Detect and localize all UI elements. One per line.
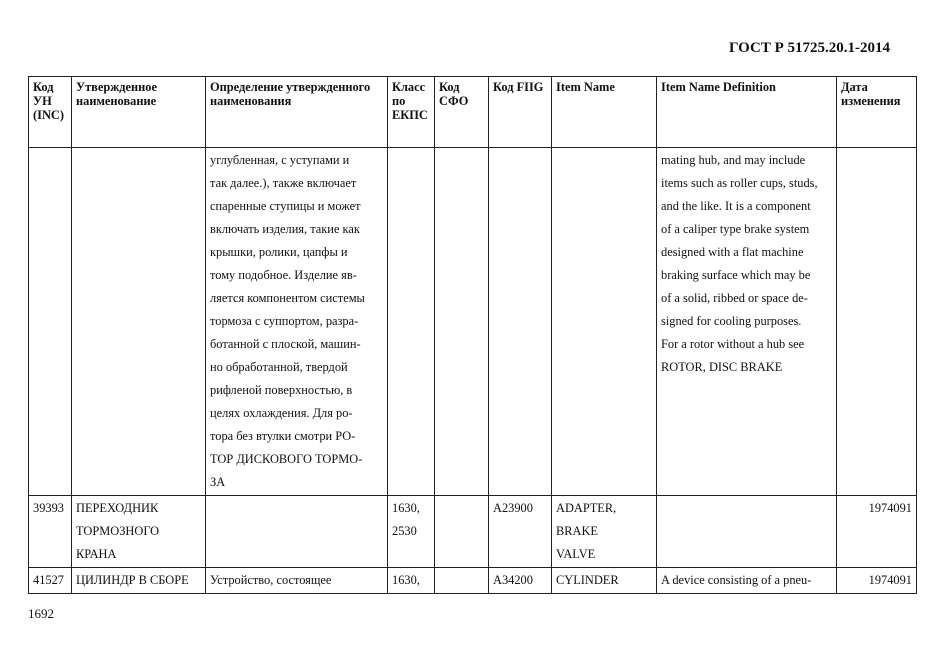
header-definition: Определение утвержденного наименования <box>206 77 388 148</box>
definition-line: спаренные ступицы и может <box>210 199 361 213</box>
header-sfo: Код СФО <box>435 77 489 148</box>
table-row <box>29 568 917 594</box>
header-fiig: Код FIIG <box>489 77 552 148</box>
item-name-line: BRAKE <box>556 524 598 538</box>
cell-class <box>388 148 435 496</box>
definition-line: углубленная, с уступами и <box>210 153 350 167</box>
definition-line: целях охлаждения. Для ро- <box>210 406 353 420</box>
cell-item-definition <box>657 148 837 496</box>
item-definition-line: of a solid, ribbed or space de- <box>661 291 808 305</box>
table-row <box>29 496 917 568</box>
cell-fiig: A34200 <box>489 568 552 594</box>
cell-sfo <box>435 496 489 568</box>
cell-item-name <box>552 496 657 568</box>
cell-sfo <box>435 568 489 594</box>
definition-line: включать изделия, такие как <box>210 222 360 236</box>
cell-item-definition: A device consisting of a pneu- <box>657 568 837 594</box>
cell-definition: Устройство, состоящее <box>206 568 388 594</box>
table-header-row <box>29 77 917 148</box>
item-name-line: CYLINDER <box>556 573 619 587</box>
item-definition-line: signed for cooling purposes. <box>661 314 802 328</box>
cell-inc: 39393 <box>29 496 72 568</box>
cell-date: 1974091 <box>837 496 917 568</box>
item-definition-line: ROTOR, DISC BRAKE <box>661 360 783 374</box>
table-row <box>29 148 917 496</box>
definition-line: тормоза с суппортом, разра- <box>210 314 359 328</box>
nomenclature-table <box>28 76 917 594</box>
cell-class <box>388 568 435 594</box>
header-inc: Код УН (INC) <box>29 77 72 148</box>
page-number: 1692 <box>28 606 54 621</box>
cell-date <box>837 148 917 496</box>
item-name-line: ADAPTER, <box>556 501 617 515</box>
cell-definition <box>206 496 388 568</box>
cell-fiig: A23900 <box>489 496 552 568</box>
header-class: Класс по ЕКПС <box>388 77 435 148</box>
approved-name-line: ЦИЛИНДР В СБОРЕ <box>76 573 189 587</box>
item-definition-line: For a rotor without a hub see <box>661 337 805 351</box>
cell-approved-name <box>72 148 206 496</box>
definition-line: тому подобное. Изделие яв- <box>210 268 357 282</box>
header-item-name: Item Name <box>552 77 657 148</box>
cell-approved-name <box>72 568 206 594</box>
cell-definition <box>206 148 388 496</box>
definition-line: ботанной с плоской, машин- <box>210 337 361 351</box>
cell-date: 1974091 <box>837 568 917 594</box>
definition-line: ляется компонентом системы <box>210 291 365 305</box>
definition-line: рифленой поверхностью, в <box>210 383 353 397</box>
header-item-definition: Item Name Definition <box>657 77 837 148</box>
cell-item-name <box>552 148 657 496</box>
cell-approved-name <box>72 496 206 568</box>
cell-item-name <box>552 568 657 594</box>
item-definition-line: of a caliper type brake system <box>661 222 810 236</box>
definition-line: тора без втулки смотри РО- <box>210 429 356 443</box>
approved-name-line: ТОРМОЗНОГО <box>76 524 160 538</box>
header-date: Дата изменения <box>837 77 917 148</box>
definition-line: крышки, ролики, цапфы и <box>210 245 348 259</box>
definition-line: но обработанной, твердой <box>210 360 348 374</box>
item-name-line: VALVE <box>556 547 596 561</box>
cell-inc: 41527 <box>29 568 72 594</box>
cell-sfo <box>435 148 489 496</box>
item-definition-line: and the like. It is a component <box>661 199 811 213</box>
definition-line: так далее.), также включает <box>210 176 357 190</box>
class-line: 1630, <box>392 501 420 515</box>
item-definition-line: mating hub, and may include <box>661 153 806 167</box>
class-line: 2530 <box>392 524 417 538</box>
class-line: 1630, <box>392 573 420 587</box>
item-definition-line: designed with a flat machine <box>661 245 804 259</box>
approved-name-line: КРАНА <box>76 547 117 561</box>
cell-fiig <box>489 148 552 496</box>
definition-line: ТОР ДИСКОВОГО ТОРМО- <box>210 452 363 466</box>
cell-class <box>388 496 435 568</box>
definition-line: ЗА <box>210 475 226 489</box>
approved-name-line: ПЕРЕХОДНИК <box>76 501 159 515</box>
header-approved-name: Утвержденное наименование <box>72 77 206 148</box>
cell-item-definition <box>657 496 837 568</box>
document-standard-code: ГОСТ Р 51725.20.1-2014 <box>728 40 890 56</box>
item-definition-line: braking surface which may be <box>661 268 811 282</box>
item-definition-line: items such as roller cups, studs, <box>661 176 818 190</box>
cell-inc <box>29 148 72 496</box>
